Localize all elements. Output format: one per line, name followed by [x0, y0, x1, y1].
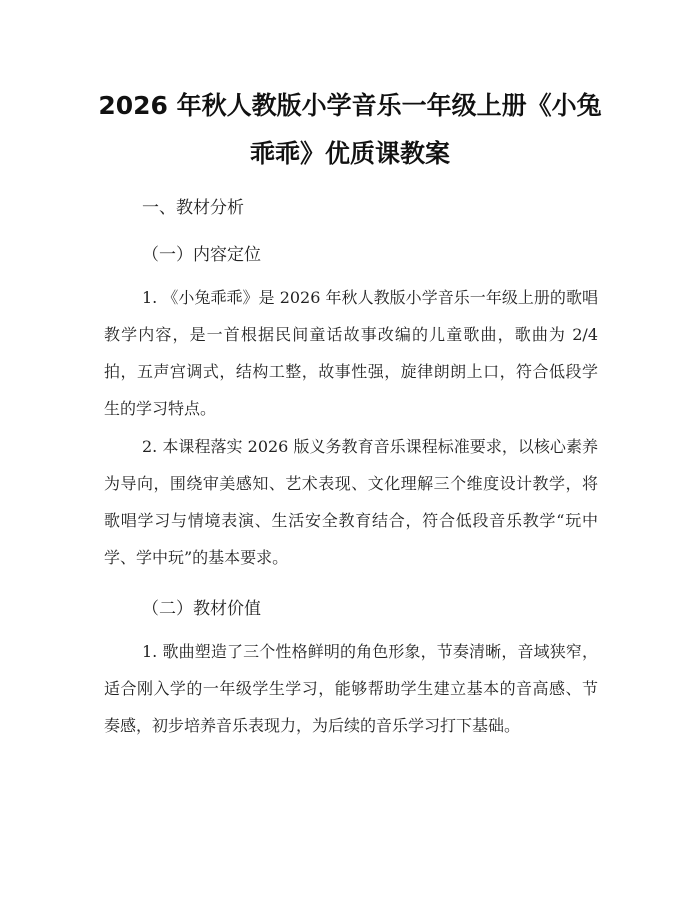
subsection-heading-teaching-material-value: （二）教材价值 [142, 599, 261, 619]
subsection-heading-content-positioning: （一）内容定位 [142, 245, 261, 265]
document-title-line-2: 乖乖》优质课教案 [249, 139, 450, 168]
paragraph-content-positioning-1: 1. 《小兔乖乖》是 2026 年秋人教版小学音乐一年级上册的歌唱教学内容，是一首根据民间童话故事改编的儿童歌曲，歌曲为 2/4 拍，五声宫调式，结构工整，故事性强，旋律朗朗上口，符合低段学生的学习特点。 [104, 288, 598, 418]
paragraph-teaching-material-value-1: 1. 歌曲塑造了三个性格鲜明的角色形象，节奏清晰，音域狭窄，适合刚入学的一年级学生学习，能够帮助学生建立基本的音高感、节奏感，初步培养音乐表现力，为后续的音乐学习打下基础。 [104, 642, 598, 735]
document-title-line-1: 2026 年秋人教版小学音乐一年级上册《小兔 [98, 91, 602, 120]
section-heading-teaching-material-analysis: 一、教材分析 [142, 198, 244, 218]
paragraph-content-positioning-2: 2. 本课程落实 2026 版义务教育音乐课程标准要求，以核心素养为导向，围绕审美感知、艺术表现、文化理解三个维度设计教学，将歌唱学习与情境表演、生活安全教育结合，符合低段音乐教学“玩中学、学中玩”的基本要求。 [104, 437, 598, 567]
